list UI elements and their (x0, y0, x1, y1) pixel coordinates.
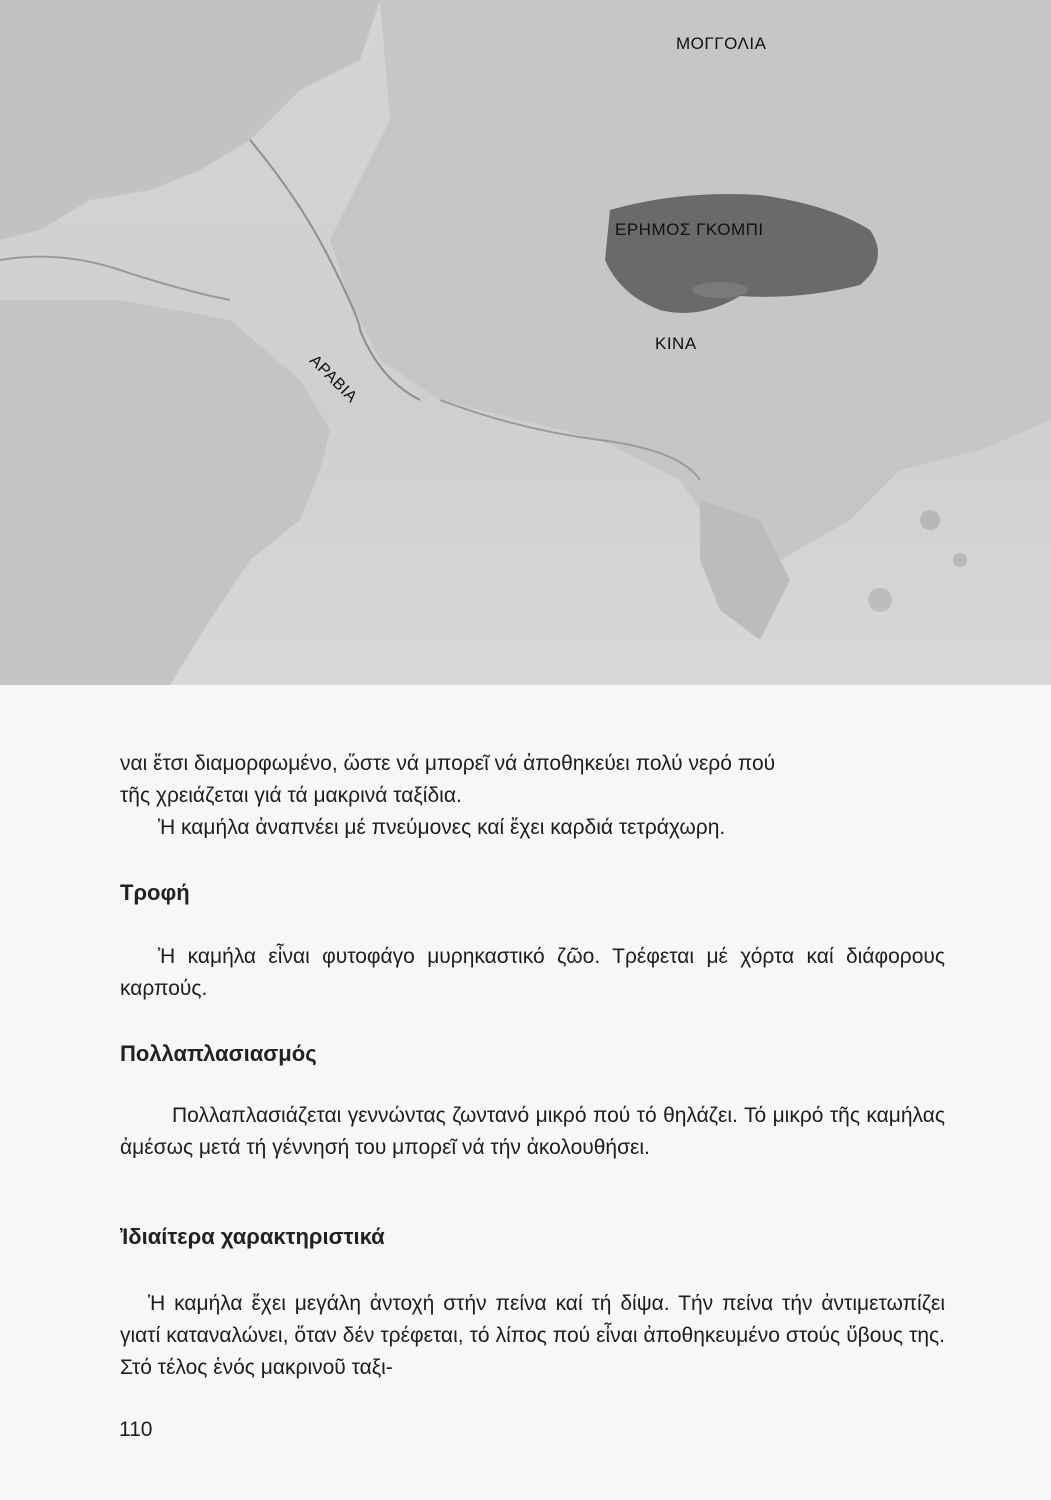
page-number: 110 (119, 1418, 153, 1441)
intro-paragraph (120, 748, 945, 844)
map-label-arabia: ΑΡΑΒΙΑ (305, 352, 361, 407)
intro-line-3: Ἡ καμήλα ἀναπνέει μέ πνεύμονες καί ἔχει καρδιά τετράχωρη. (158, 816, 726, 839)
africa-landmass (0, 300, 330, 685)
features-paragraph: Ἡ καμήλα ἔχει μεγάλη ἀντοχή στήν πείνα καί τή δίψα. Τήν πείνα τήν ἀντιμετωπίζει γιατί καταναλώνει, ὅταν δέν τρέφεται, τό λίπος πού εἶναι ἀποθηκευμένο στούς ὕβους της. Στό τέλος ἑνός μακρινοῦ ταξι- (120, 1292, 945, 1379)
map-label-gobi-desert: ΕΡΗΜΟΣ ΓΚΟΜΠΙ (615, 220, 764, 239)
reproduction-heading: Πολλαπλασιασμός (120, 1041, 317, 1066)
europe-landmass (0, 0, 380, 240)
food-heading: Τροφή (120, 880, 190, 905)
food-paragraph: Ἡ καμήλα εἶναι φυτοφάγο μυρηκαστικό ζῶο. Τρέφεται μέ χόρτα καί διάφορους καρπούς. (120, 945, 945, 1000)
features-heading: Ἰδιαίτερα χαρακτηριστικά (120, 1224, 385, 1249)
intro-line-1: ναι ἔτσι διαμορφωμένο, ὥστε νά μπορεῖ νά ἀποθηκεύει πολύ νερό πού (120, 752, 776, 775)
map-shapes (0, 0, 1051, 685)
reproduction-paragraph: Πολλαπλασιάζεται γεννώντας ζωντανό μικρό πού τό θηλάζει. Τό μικρό τῆς καμήλας ἀμέσως μετά τή γέννησή του μπορεῖ νά τήν ἀκολουθήσει. (120, 1104, 945, 1159)
map-illustration (0, 0, 1051, 685)
map-label-mongolia: ΜΟΓΓΟΛΙΑ (676, 34, 767, 53)
map-label-china: ΚΙΝΑ (655, 334, 697, 353)
intro-line-2: τῆς χρειάζεται γιά τά μακρινά ταξίδια. (120, 784, 462, 807)
